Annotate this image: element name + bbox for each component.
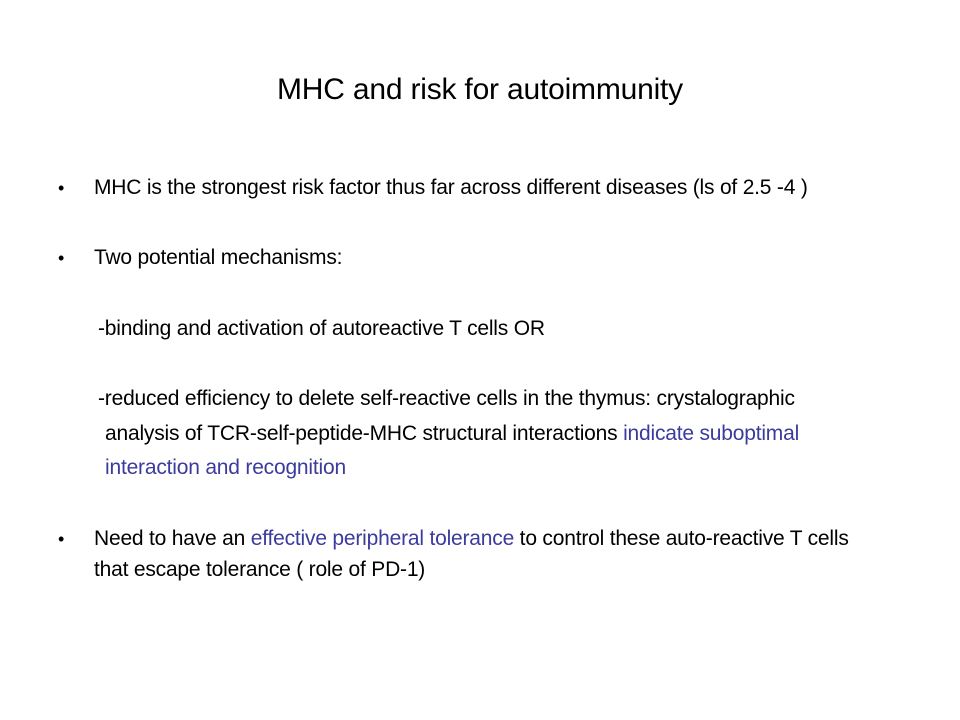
bullet-marker: •: [58, 178, 65, 198]
sub-item-2-line-2: [105, 417, 799, 451]
bullet-3-line-1: [94, 522, 849, 556]
sub-item-2-line-1: -reduced efficiency to delete self-reactive cells in the thymus: crystalographic: [98, 387, 795, 410]
bullet-3-line-2: that escape tolerance ( role of PD-1): [94, 558, 426, 581]
sub-item-2-line-3-highlight: interaction and recognition: [105, 456, 346, 479]
sub-item-2-line-2-highlight: indicate suboptimal: [623, 422, 800, 445]
sub-item-1-text: -binding and activation of autoreactive T cells OR: [98, 317, 545, 340]
sub-item-2-line-2-plain: analysis of TCR-self-peptide-MHC structural interactions: [105, 422, 624, 445]
bullet-marker: •: [58, 529, 65, 549]
bullet-3-line-1-highlight: effective peripheral tolerance: [250, 527, 515, 550]
bullet-3-line-1-post: to control these auto-reactive T cells: [514, 527, 849, 550]
bullet-1-text: MHC is the strongest risk factor thus far across different diseases (ls of 2.5 -4 ): [94, 176, 808, 199]
bullet-2-text: Two potential mechanisms:: [94, 246, 343, 269]
bullet-3-line-1-pre: Need to have an: [94, 527, 251, 550]
bullet-marker: •: [58, 248, 65, 268]
slide-title: MHC and risk for autoimmunity: [277, 73, 683, 106]
